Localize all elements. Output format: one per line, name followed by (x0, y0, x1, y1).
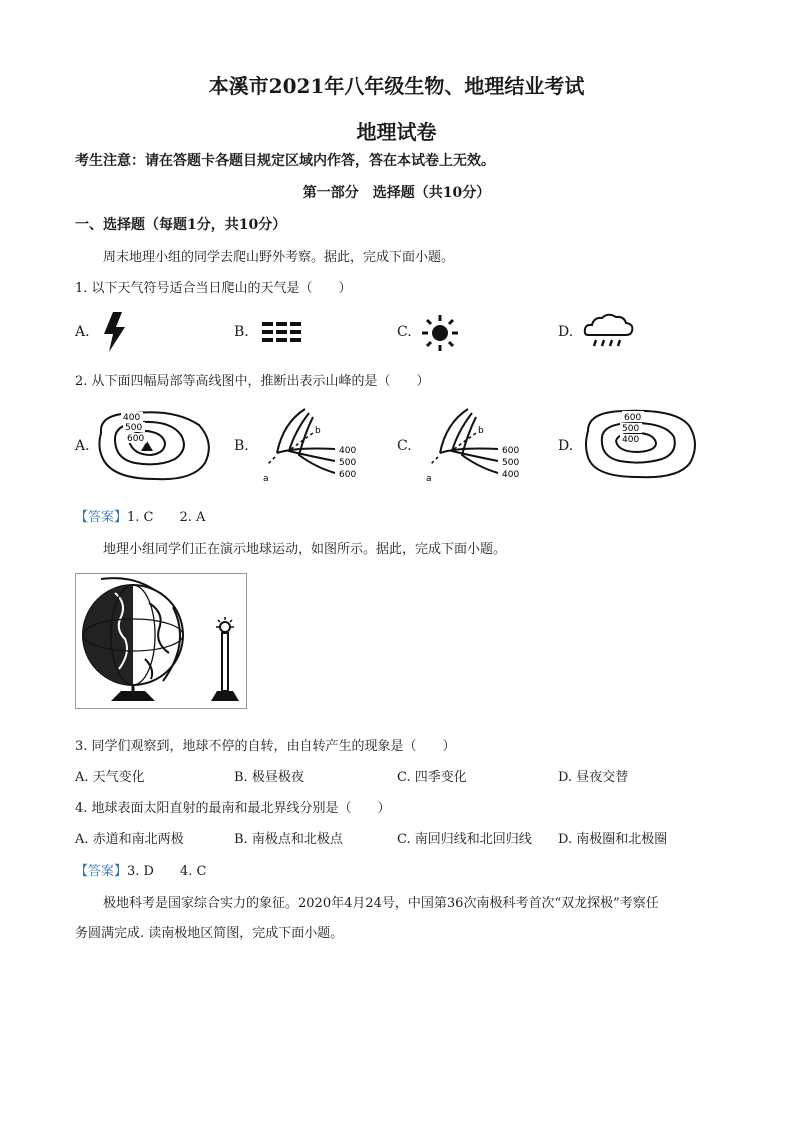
q3-option-a: A. 天气变化 (75, 770, 145, 785)
contour-c-label-400: 400 (502, 470, 520, 480)
globe-and-lamp-icon (75, 573, 247, 709)
q2-stem: 2. 从下面四幅局部等高线图中，推断出表示山峰的是（ ） (75, 374, 430, 389)
exam-title: 本溪市2021年八年级生物、地理结业考试 (208, 74, 585, 98)
contour-a-label-500: 500 (125, 423, 143, 433)
contour-a-label-400: 400 (123, 413, 141, 423)
part-title: 第一部分 选择题（共10分） (302, 185, 491, 201)
q2-option-a-letter: A. (75, 438, 90, 454)
contour-c-label-500: 500 (502, 458, 520, 468)
q4-option-a: A. 赤道和南北两极 (75, 832, 184, 847)
sunny-icon (420, 313, 460, 353)
q3-option-d: D. 昼夜交替 (558, 770, 629, 785)
contour-map-a (95, 405, 215, 485)
q3-option-c: C. 四季变化 (397, 770, 467, 785)
contour-b-label-a: a (263, 474, 269, 484)
q1-option-c-letter: C. (397, 324, 412, 340)
q2-option-c-letter: C. (397, 438, 412, 454)
exam-subtitle: 地理试卷 (356, 120, 437, 144)
q4-option-b: B. 南极点和北极点 (234, 832, 343, 847)
group1-intro: 周末地理小组的同学去爬山野外考察。据此，完成下面小题。 (103, 250, 455, 265)
contour-map-c (418, 403, 528, 485)
exam-notice: 考生注意：请在答题卡各题目规定区域内作答，答在本试卷上无效。 (75, 153, 495, 169)
group3-intro-line2: 务圆满完成. 读南极地区简图，完成下面小题。 (75, 926, 344, 941)
q4-option-d: D. 南极圈和北极圈 (558, 832, 668, 847)
q2-option-d-letter: D. (558, 438, 574, 454)
answer-2 (75, 860, 206, 879)
contour-d-label-400: 400 (622, 435, 640, 445)
contour-map-d (582, 405, 702, 485)
q4-option-c: C. 南回归线和北回归线 (397, 832, 532, 847)
contour-a-label-600: 600 (127, 434, 145, 444)
thunderstorm-icon (100, 310, 128, 354)
q4-stem: 4. 地球表面太阳直射的最南和最北界线分别是（ ） (75, 801, 391, 816)
contour-b-label-600: 600 (339, 470, 357, 480)
q1-stem: 1. 以下天气符号适合当日爬山的天气是（ ） (75, 281, 352, 296)
contour-b-label-500: 500 (339, 458, 357, 468)
contour-b-label-400: 400 (339, 446, 357, 456)
group3-intro-line1: 极地科考是国家综合实力的象征。2020年4月24号，中国第36次南极科考首次“双龙探极”考察任 (103, 896, 659, 911)
answer-text: 1. C 2. A (127, 510, 206, 525)
rain-cloud-icon (582, 311, 636, 353)
q2-option-b-letter: B. (234, 438, 249, 454)
answer-1 (75, 506, 205, 525)
section-title: 一、选择题（每题1分，共10分） (75, 217, 287, 233)
fog-icon (260, 320, 304, 344)
answer-text: 3. D 4. C (127, 864, 207, 879)
contour-b-label-b: b (315, 426, 321, 436)
q3-option-b: B. 极昼极夜 (234, 770, 304, 785)
q1-option-a-letter: A. (75, 324, 90, 340)
answer-tag: 【答案】 (75, 510, 128, 525)
contour-map-b (255, 403, 365, 485)
q1-option-d-letter: D. (558, 324, 574, 340)
contour-c-label-b: b (478, 426, 484, 436)
group2-intro: 地理小组同学们正在演示地球运动，如图所示。据此，完成下面小题。 (103, 542, 507, 557)
contour-c-label-a: a (426, 474, 432, 484)
answer-tag: 【答案】 (75, 864, 128, 879)
contour-c-label-600: 600 (502, 446, 520, 456)
contour-d-label-600: 600 (624, 413, 642, 423)
q3-stem: 3. 同学们观察到，地球不停的自转，由自转产生的现象是（ ） (75, 739, 456, 754)
q1-option-b-letter: B. (234, 324, 249, 340)
contour-d-label-500: 500 (622, 424, 640, 434)
